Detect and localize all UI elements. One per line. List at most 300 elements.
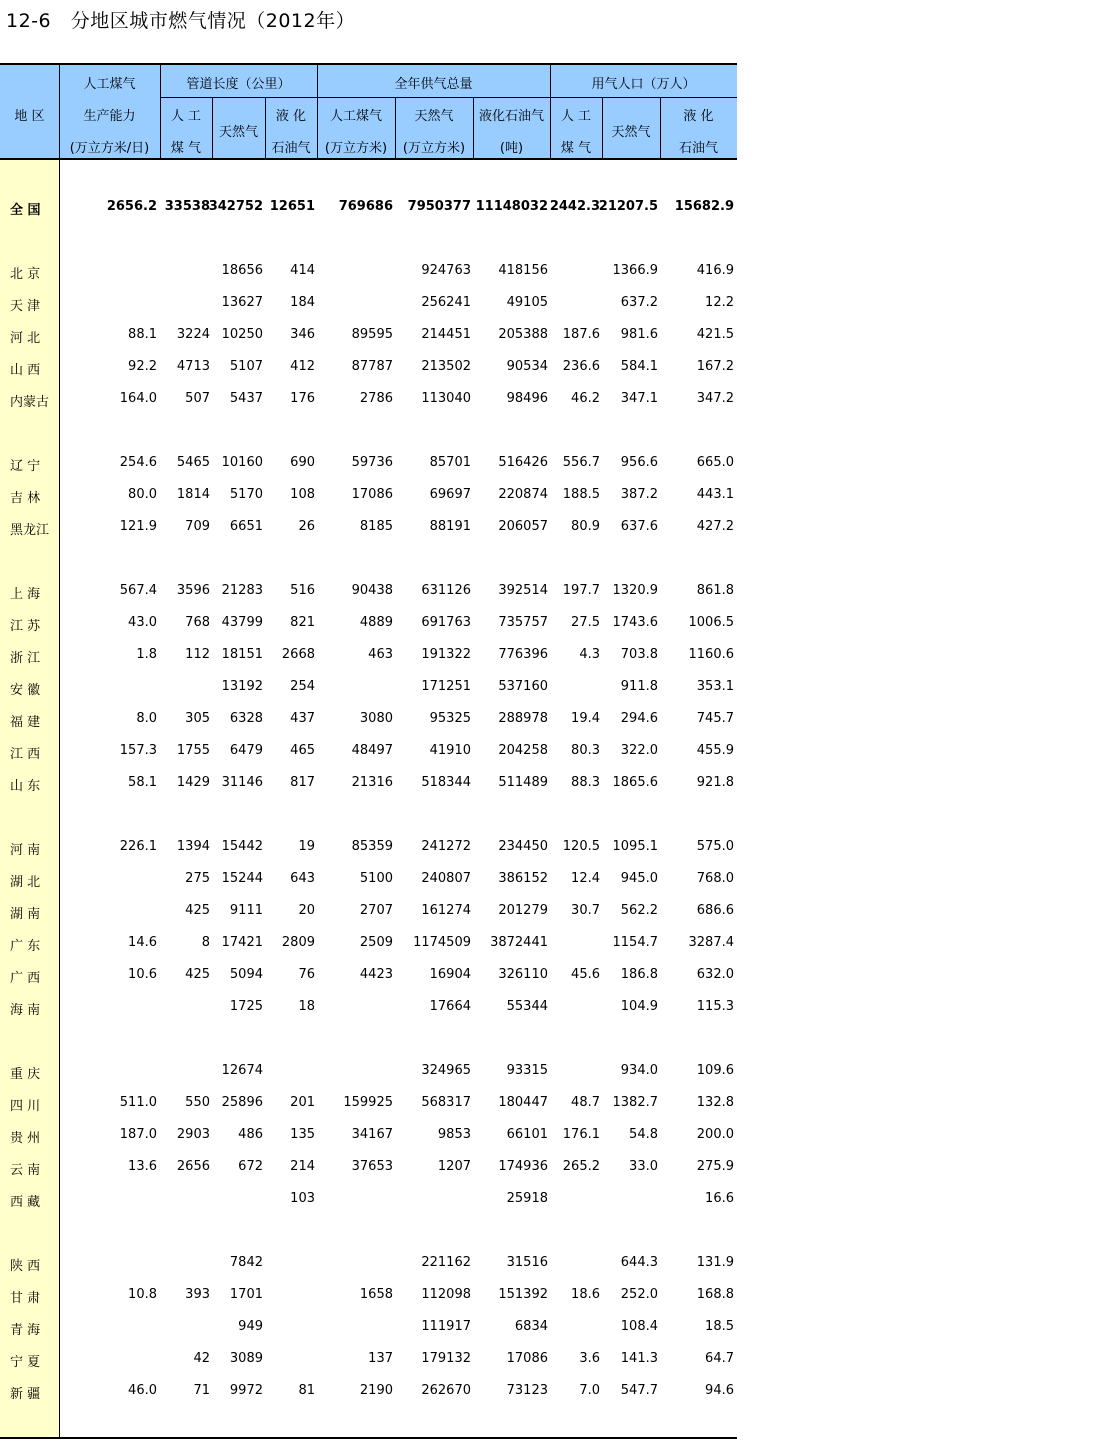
pop-lpg-cell: 16.6 (705, 1191, 734, 1206)
pipe-artificial-cell: 709 (185, 519, 210, 534)
pipe-lpg-cell: 817 (290, 775, 315, 790)
table-row (0, 967, 737, 987)
pop-artificial-cell: 80.9 (571, 519, 600, 534)
production-capacity-cell: 1.8 (136, 647, 157, 662)
region-name: 宁 夏 (10, 1355, 41, 1370)
region-name: 黑龙江 (10, 523, 50, 538)
pipe-natural-cell: 9111 (229, 903, 263, 918)
pipe-artificial-cell: 275 (185, 871, 210, 886)
pipe-lpg-cell: 412 (290, 359, 315, 374)
production-unit-header: (万立方米/日) (69, 141, 150, 156)
pop-natural-cell: 547.7 (620, 1383, 658, 1398)
page-title: 12-6 分地区城市燃气情况（2012年） (6, 10, 356, 32)
pop-artificial-cell: 88.3 (571, 775, 600, 790)
supply-lpg-cell: 180447 (498, 1095, 548, 1110)
region-name: 辽 宁 (10, 459, 41, 474)
pop-artificial-cell: 19.4 (571, 711, 600, 726)
supply-artificial-cell: 3080 (359, 711, 393, 726)
supply-natural-cell: 924763 (421, 263, 471, 278)
table-row (0, 711, 737, 731)
supply-natural-cell: 213502 (421, 359, 471, 374)
pipe-natural-cell: 7842 (229, 1255, 263, 1270)
pop-lpg-cell: 575.0 (696, 839, 734, 854)
pipe-natural-cell: 18656 (221, 263, 263, 278)
supply-artificial-header: 人工煤气 (329, 109, 382, 124)
region-header: 地 区 (14, 109, 45, 124)
supply-natural-cell: 221162 (421, 1255, 471, 1270)
supply-natural-cell: 16904 (429, 967, 471, 982)
pop-lpg-cell: 15682.9 (674, 199, 734, 214)
supply-natural-cell: 112098 (421, 1287, 471, 1302)
pipe-natural-cell: 25896 (221, 1095, 263, 1110)
production-capacity-cell: 511.0 (119, 1095, 157, 1110)
supply-lpg-cell: 17086 (506, 1351, 548, 1366)
supply-artificial-cell: 17086 (351, 487, 393, 502)
production-capacity-cell: 8.0 (136, 711, 157, 726)
region-name: 四 川 (10, 1099, 41, 1114)
pipe-artificial-cell: 1394 (176, 839, 210, 854)
pop-lpg-cell: 768.0 (696, 871, 734, 886)
table-row (0, 903, 737, 923)
gas-population-header: 用气人口（万人） (591, 77, 696, 92)
supply-artificial-cell: 48497 (351, 743, 393, 758)
supply-lpg-unit: (吨) (499, 141, 524, 156)
pipe-lpg-cell: 18 (298, 999, 315, 1014)
pipe-natural-cell: 15442 (221, 839, 263, 854)
pop-natural-cell: 637.6 (620, 519, 658, 534)
region-name: 广 西 (10, 971, 41, 986)
pop-lpg-cell: 275.9 (696, 1159, 734, 1174)
region-name: 浙 江 (10, 651, 41, 666)
region-name: 天 津 (10, 299, 41, 314)
pop-natural-cell: 21207.5 (598, 199, 658, 214)
supply-lpg-cell: 537160 (498, 679, 548, 694)
supply-natural-cell: 191322 (421, 647, 471, 662)
table-row (0, 839, 737, 859)
region-name: 山 东 (10, 779, 41, 794)
pipe-artificial-cell: 425 (185, 967, 210, 982)
supply-lpg-cell: 90534 (506, 359, 548, 374)
total-supply-header: 全年供气总量 (394, 77, 473, 92)
supply-natural-cell: 179132 (421, 1351, 471, 1366)
pipe-lpg-cell: 643 (290, 871, 315, 886)
pipe-natural-cell: 21283 (221, 583, 263, 598)
pop-natural-cell: 1095.1 (612, 839, 658, 854)
region-name: 北 京 (10, 267, 41, 282)
production-capacity-cell: 43.0 (128, 615, 157, 630)
pipe-lpg-cell: 690 (290, 455, 315, 470)
pipe-lpg-cell: 135 (290, 1127, 315, 1142)
pipe-lpg-cell: 414 (290, 263, 315, 278)
table-row (0, 871, 737, 891)
pop-artificial-cell: 4.3 (579, 647, 600, 662)
pipe-lpg-header: 液 化 (275, 109, 307, 124)
pipe-lpg-cell: 184 (290, 295, 315, 310)
pipe-natural-cell: 672 (238, 1159, 263, 1174)
pipe-natural-cell: 6479 (229, 743, 263, 758)
region-name: 青 海 (10, 1323, 41, 1338)
pipe-natural-cell: 486 (238, 1127, 263, 1142)
region-name: 贵 州 (10, 1131, 41, 1146)
table-row (0, 775, 737, 795)
pipe-artificial-cell: 768 (185, 615, 210, 630)
table-row (0, 679, 737, 699)
pipe-artificial-cell: 42 (193, 1351, 210, 1366)
supply-lpg-cell: 220874 (498, 487, 548, 502)
table-row (0, 199, 737, 219)
pipe-natural-cell: 17421 (221, 935, 263, 950)
pop-artificial-cell: 556.7 (562, 455, 600, 470)
supply-natural-cell: 9853 (437, 1127, 471, 1142)
pipe-lpg-cell: 81 (298, 1383, 315, 1398)
pop-natural-cell: 1865.6 (612, 775, 658, 790)
pipe-artificial-cell: 1429 (176, 775, 210, 790)
pipe-lpg-cell: 176 (290, 391, 315, 406)
table-row (0, 327, 737, 347)
region-name: 湖 北 (10, 875, 41, 890)
pipe-natural-cell: 9972 (229, 1383, 263, 1398)
pop-artificial-cell: 236.6 (562, 359, 600, 374)
pipe-natural-cell: 15244 (221, 871, 263, 886)
pop-natural-cell: 347.1 (620, 391, 658, 406)
production-capacity-cell: 10.6 (128, 967, 157, 982)
supply-natural-cell: 631126 (421, 583, 471, 598)
pop-lpg-cell: 1160.6 (688, 647, 734, 662)
supply-lpg-cell: 11148032 (475, 199, 548, 214)
region-name: 云 南 (10, 1163, 41, 1178)
supply-artificial-cell: 89595 (351, 327, 393, 342)
pop-lpg-cell: 632.0 (696, 967, 734, 982)
pipe-lpg-cell: 346 (290, 327, 315, 342)
region-name: 全 国 (10, 203, 41, 218)
production-capacity-cell: 80.0 (128, 487, 157, 502)
pop-artificial-header-2: 煤 气 (560, 141, 592, 156)
supply-natural-cell: 240807 (421, 871, 471, 886)
supply-artificial-cell: 2786 (359, 391, 393, 406)
pipe-natural-cell: 5094 (229, 967, 263, 982)
table-row (0, 1127, 737, 1147)
pop-artificial-cell: 176.1 (562, 1127, 600, 1142)
production-capacity-cell: 46.0 (128, 1383, 157, 1398)
pop-artificial-cell: 188.5 (562, 487, 600, 502)
pipe-lpg-cell: 12651 (269, 199, 315, 214)
region-column-background (0, 160, 60, 1437)
production-capacity-cell: 121.9 (119, 519, 157, 534)
supply-natural-cell: 214451 (421, 327, 471, 342)
pipe-lpg-cell: 516 (290, 583, 315, 598)
supply-lpg-cell: 326110 (498, 967, 548, 982)
pipe-artificial-cell: 425 (185, 903, 210, 918)
supply-lpg-cell: 151392 (498, 1287, 548, 1302)
pipe-natural-cell: 5170 (229, 487, 263, 502)
pipe-lpg-cell: 254 (290, 679, 315, 694)
supply-lpg-cell: 31516 (506, 1255, 548, 1270)
pipe-lpg-cell: 108 (290, 487, 315, 502)
pop-natural-cell: 104.9 (620, 999, 658, 1014)
table-row (0, 1287, 737, 1307)
pipe-artificial-header-2: 煤 气 (170, 141, 202, 156)
table-row (0, 295, 737, 315)
supply-lpg-cell: 98496 (506, 391, 548, 406)
supply-lpg-cell: 49105 (506, 295, 548, 310)
pop-lpg-cell: 861.8 (696, 583, 734, 598)
pipe-lpg-cell: 821 (290, 615, 315, 630)
pop-natural-cell: 1743.6 (612, 615, 658, 630)
pipe-natural-cell: 10160 (221, 455, 263, 470)
region-name: 安 徽 (10, 683, 41, 698)
production-capacity-header: 生产能力 (83, 109, 136, 124)
pipe-artificial-cell: 3596 (176, 583, 210, 598)
production-capacity-cell: 567.4 (119, 583, 157, 598)
supply-natural-cell: 518344 (421, 775, 471, 790)
pipe-lpg-cell: 201 (290, 1095, 315, 1110)
table-row (0, 615, 737, 635)
pop-artificial-cell: 3.6 (579, 1351, 600, 1366)
production-capacity-cell: 92.2 (128, 359, 157, 374)
supply-lpg-cell: 418156 (498, 263, 548, 278)
supply-natural-cell: 324965 (421, 1063, 471, 1078)
region-name: 西 藏 (10, 1195, 41, 1210)
pipe-natural-header: 天然气 (218, 125, 258, 140)
pop-natural-cell: 108.4 (620, 1319, 658, 1334)
pipe-lpg-cell: 76 (298, 967, 315, 982)
pop-lpg-cell: 665.0 (696, 455, 734, 470)
header-divider (160, 97, 737, 98)
pipe-artificial-cell: 2656 (176, 1159, 210, 1174)
table-row (0, 1063, 737, 1083)
supply-lpg-cell: 511489 (498, 775, 548, 790)
table-row (0, 647, 737, 667)
pipe-lpg-cell: 214 (290, 1159, 315, 1174)
supply-natural-cell: 111917 (421, 1319, 471, 1334)
region-name: 山 西 (10, 363, 41, 378)
pipe-artificial-cell: 8 (201, 935, 210, 950)
table-row (0, 743, 737, 763)
pipe-natural-cell: 5107 (229, 359, 263, 374)
pop-lpg-cell: 421.5 (696, 327, 734, 342)
pipe-lpg-cell: 19 (298, 839, 315, 854)
pipeline-length-header: 管道长度（公里） (186, 77, 291, 92)
pop-natural-cell: 584.1 (620, 359, 658, 374)
pop-natural-cell: 911.8 (620, 679, 658, 694)
pop-lpg-cell: 109.6 (696, 1063, 734, 1078)
pipe-lpg-header-2: 石油气 (271, 141, 311, 156)
pipe-natural-cell: 5437 (229, 391, 263, 406)
pipe-artificial-cell: 1814 (176, 487, 210, 502)
pipe-lpg-cell: 465 (290, 743, 315, 758)
supply-natural-cell: 7950377 (407, 199, 471, 214)
supply-lpg-cell: 386152 (498, 871, 548, 886)
pipe-artificial-cell: 112 (185, 647, 210, 662)
production-capacity-cell: 157.3 (119, 743, 157, 758)
region-name: 内蒙古 (10, 395, 50, 410)
supply-artificial-cell: 90438 (351, 583, 393, 598)
production-capacity-cell: 14.6 (128, 935, 157, 950)
region-name: 吉 林 (10, 491, 41, 506)
pop-lpg-cell: 168.8 (696, 1287, 734, 1302)
region-name: 广 东 (10, 939, 41, 954)
region-name: 新 疆 (10, 1387, 41, 1402)
pop-lpg-cell: 1006.5 (688, 615, 734, 630)
pop-natural-cell: 644.3 (620, 1255, 658, 1270)
supply-lpg-cell: 3872441 (490, 935, 548, 950)
region-name: 上 海 (10, 587, 41, 602)
supply-natural-header: 天然气 (414, 109, 454, 124)
pop-artificial-cell: 265.2 (562, 1159, 600, 1174)
supply-artificial-cell: 463 (368, 647, 393, 662)
table-row (0, 391, 737, 411)
table-row (0, 1351, 737, 1371)
pipe-lpg-cell: 437 (290, 711, 315, 726)
pipe-artificial-cell: 1755 (176, 743, 210, 758)
pop-natural-cell: 1366.9 (612, 263, 658, 278)
pop-natural-cell: 934.0 (620, 1063, 658, 1078)
supply-natural-cell: 568317 (421, 1095, 471, 1110)
table-row (0, 1255, 737, 1275)
pipe-natural-cell: 31146 (221, 775, 263, 790)
supply-natural-cell: 1174509 (413, 935, 471, 950)
pop-artificial-cell: 12.4 (571, 871, 600, 886)
pipe-artificial-cell: 305 (185, 711, 210, 726)
supply-natural-cell: 1207 (437, 1159, 471, 1174)
region-name: 河 北 (10, 331, 41, 346)
pop-lpg-header-2: 石油气 (678, 141, 718, 156)
supply-lpg-cell: 174936 (498, 1159, 548, 1174)
table-row (0, 935, 737, 955)
pop-natural-cell: 54.8 (629, 1127, 658, 1142)
supply-lpg-cell: 201279 (498, 903, 548, 918)
pop-lpg-cell: 12.2 (705, 295, 734, 310)
supply-lpg-cell: 392514 (498, 583, 548, 598)
region-name: 重 庆 (10, 1067, 41, 1082)
pop-lpg-cell: 427.2 (696, 519, 734, 534)
supply-natural-cell: 113040 (421, 391, 471, 406)
supply-natural-cell: 95325 (429, 711, 471, 726)
supply-artificial-cell: 159925 (343, 1095, 393, 1110)
supply-natural-cell: 161274 (421, 903, 471, 918)
gas-statistics-table (0, 63, 737, 1439)
pop-lpg-cell: 455.9 (696, 743, 734, 758)
supply-lpg-cell: 516426 (498, 455, 548, 470)
pop-artificial-cell: 2442.3 (549, 199, 600, 214)
pop-natural-cell: 322.0 (620, 743, 658, 758)
supply-natural-cell: 171251 (421, 679, 471, 694)
pop-natural-cell: 1320.9 (612, 583, 658, 598)
pop-natural-cell: 981.6 (620, 327, 658, 342)
table-row (0, 1319, 737, 1339)
supply-artificial-unit: (万立方米) (324, 141, 388, 156)
pop-natural-cell: 956.6 (620, 455, 658, 470)
pop-lpg-cell: 94.6 (705, 1383, 734, 1398)
pop-lpg-cell: 115.3 (696, 999, 734, 1014)
supply-lpg-header: 液化石油气 (478, 109, 544, 124)
pipe-artificial-cell: 4713 (176, 359, 210, 374)
pop-natural-cell: 703.8 (620, 647, 658, 662)
supply-lpg-cell: 66101 (506, 1127, 548, 1142)
supply-natural-cell: 88191 (429, 519, 471, 534)
pop-lpg-cell: 64.7 (705, 1351, 734, 1366)
supply-artificial-cell: 87787 (351, 359, 393, 374)
pop-natural-cell: 1382.7 (612, 1095, 658, 1110)
table-row (0, 1191, 737, 1211)
pop-lpg-cell: 921.8 (696, 775, 734, 790)
production-capacity-cell: 187.0 (119, 1127, 157, 1142)
supply-lpg-cell: 55344 (506, 999, 548, 1014)
pop-artificial-cell: 46.2 (571, 391, 600, 406)
table-row (0, 1383, 737, 1403)
artificial-gas-header: 人工煤气 (83, 77, 136, 92)
pipe-artificial-cell: 393 (185, 1287, 210, 1302)
pop-natural-cell: 562.2 (620, 903, 658, 918)
pop-artificial-cell: 120.5 (562, 839, 600, 854)
pop-lpg-cell: 167.2 (696, 359, 734, 374)
pipe-lpg-cell: 103 (290, 1191, 315, 1206)
pop-artificial-cell: 197.7 (562, 583, 600, 598)
supply-artificial-cell: 1658 (359, 1287, 393, 1302)
supply-lpg-cell: 776396 (498, 647, 548, 662)
pop-lpg-cell: 745.7 (696, 711, 734, 726)
region-name: 河 南 (10, 843, 41, 858)
supply-artificial-cell: 137 (368, 1351, 393, 1366)
table-row (0, 487, 737, 507)
supply-lpg-cell: 205388 (498, 327, 548, 342)
pop-artificial-cell: 30.7 (571, 903, 600, 918)
pipe-natural-cell: 949 (238, 1319, 263, 1334)
production-capacity-cell: 13.6 (128, 1159, 157, 1174)
production-capacity-cell: 164.0 (119, 391, 157, 406)
region-name: 湖 南 (10, 907, 41, 922)
pop-artificial-header: 人 工 (560, 109, 592, 124)
pop-lpg-cell: 131.9 (696, 1255, 734, 1270)
pipe-natural-cell: 13192 (221, 679, 263, 694)
supply-natural-cell: 262670 (421, 1383, 471, 1398)
region-name: 江 苏 (10, 619, 41, 634)
pipe-natural-cell: 1725 (229, 999, 263, 1014)
supply-artificial-cell: 5100 (359, 871, 393, 886)
pop-natural-cell: 387.2 (620, 487, 658, 502)
table-row (0, 263, 737, 283)
pop-lpg-cell: 353.1 (696, 679, 734, 694)
region-name: 海 南 (10, 1003, 41, 1018)
supply-lpg-cell: 6834 (514, 1319, 548, 1334)
pop-lpg-cell: 18.5 (705, 1319, 734, 1334)
production-capacity-cell: 10.8 (128, 1287, 157, 1302)
table-row (0, 359, 737, 379)
pop-natural-header: 天然气 (611, 125, 651, 140)
pipe-artificial-cell: 71 (193, 1383, 210, 1398)
pop-natural-cell: 1154.7 (612, 935, 658, 950)
supply-lpg-cell: 735757 (498, 615, 548, 630)
table-row (0, 1095, 737, 1115)
supply-lpg-cell: 204258 (498, 743, 548, 758)
table-row (0, 519, 737, 539)
pipe-natural-cell: 1701 (229, 1287, 263, 1302)
pop-lpg-cell: 347.2 (696, 391, 734, 406)
pop-lpg-cell: 416.9 (696, 263, 734, 278)
table-row (0, 999, 737, 1019)
production-capacity-cell: 226.1 (119, 839, 157, 854)
supply-artificial-cell: 85359 (351, 839, 393, 854)
pipe-natural-cell: 12674 (221, 1063, 263, 1078)
pipe-natural-cell: 13627 (221, 295, 263, 310)
supply-lpg-cell: 93315 (506, 1063, 548, 1078)
pipe-lpg-cell: 2809 (281, 935, 315, 950)
table-body (0, 160, 737, 1439)
pop-natural-cell: 141.3 (620, 1351, 658, 1366)
supply-artificial-cell: 2190 (359, 1383, 393, 1398)
pop-lpg-cell: 686.6 (696, 903, 734, 918)
supply-lpg-cell: 234450 (498, 839, 548, 854)
